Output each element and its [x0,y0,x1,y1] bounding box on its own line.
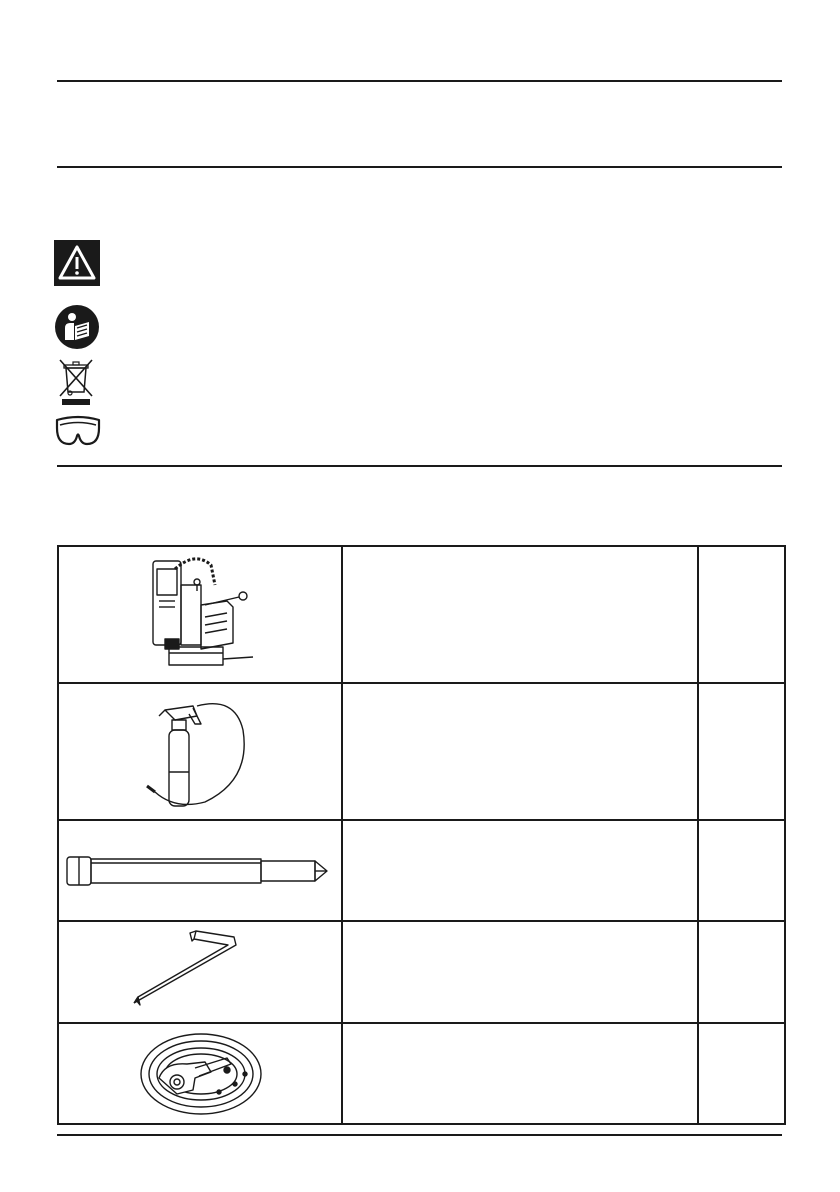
read-manual-icon [54,304,100,350]
section-rule-1 [57,166,782,168]
top-rule [57,80,782,82]
warning-triangle-icon [54,240,100,286]
table-row [58,1023,785,1124]
section-rule-2 [57,465,782,467]
magnetic-drill-icon [59,555,341,675]
parts-table [57,545,786,1125]
ejector-pin-icon [59,851,341,891]
safety-goggles-icon [54,414,102,448]
table-row [58,921,785,1023]
hex-key-icon [59,927,341,1017]
coolant-spray-bottle-icon [59,690,341,814]
safety-strap-icon [59,1028,341,1120]
table-row [58,683,785,820]
table-row [58,820,785,921]
table-row [58,546,785,683]
crossed-out-bin-icon [58,358,94,406]
bottom-rule [57,1134,782,1136]
